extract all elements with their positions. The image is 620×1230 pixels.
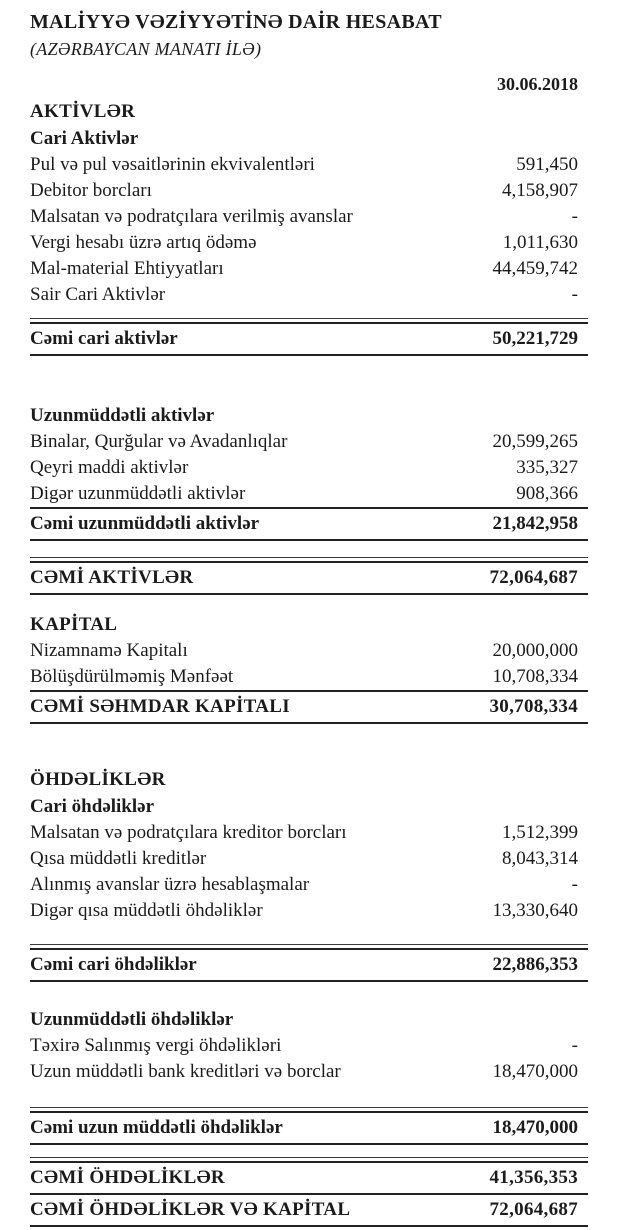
total-amount: 22,886,353 xyxy=(492,954,578,975)
total-current-liabilities xyxy=(30,948,588,982)
equity-heading: KAPİTAL xyxy=(30,614,118,635)
line-item-amount: 591,450 xyxy=(516,154,578,175)
line-item-amount: 335,327 xyxy=(516,457,578,478)
line-item-short-term-loans xyxy=(30,846,588,872)
line-item-other-noncurrent-assets xyxy=(30,481,588,507)
line-item-amount: - xyxy=(571,284,578,305)
total-equity xyxy=(30,690,588,724)
total-amount: 72,064,687 xyxy=(489,1199,578,1220)
line-item-label: Malsatan və podratçılara verilmiş avanslar xyxy=(30,206,353,227)
line-item-label: Debitor borcları xyxy=(30,180,152,201)
line-item-long-term-bank-loans xyxy=(30,1059,588,1085)
line-item-amount: 20,000,000 xyxy=(492,640,578,661)
line-item-inventory xyxy=(30,256,588,282)
total-amount: 50,221,729 xyxy=(492,328,578,349)
total-label: CƏMİ SƏHMDAR KAPİTALI xyxy=(30,696,290,717)
line-item-label: Sair Cari Aktivlər xyxy=(30,284,166,305)
line-item-amount: 8,043,314 xyxy=(502,848,578,869)
current-liabilities-heading: Cari öhdəliklər xyxy=(30,796,155,817)
line-item-amount: 4,158,907 xyxy=(502,180,578,201)
liabilities-heading: ÖHDƏLİKLƏR xyxy=(30,769,166,790)
report-subtitle: (AZƏRBAYCAN MANATI İLƏ) xyxy=(30,39,262,59)
noncurrent-liabilities-heading: Uzunmüddətli öhdəliklər xyxy=(30,1009,234,1030)
line-item-receivables xyxy=(30,178,588,204)
total-current-assets xyxy=(30,322,588,356)
line-item-other-current-liabilities xyxy=(30,898,588,924)
line-item-trade-payables xyxy=(30,820,588,846)
line-item-label: Təxirə Salınmış vergi öhdəlikləri xyxy=(30,1035,282,1056)
total-amount: 41,356,353 xyxy=(489,1167,578,1188)
line-item-amount: - xyxy=(571,206,578,227)
line-item-intangibles xyxy=(30,455,588,481)
line-item-label: Uzun müddətli bank kreditləri və borclar xyxy=(30,1061,341,1082)
line-item-label: Malsatan və podratçılara kreditor borcları xyxy=(30,822,347,843)
line-item-advances-received xyxy=(30,872,588,898)
line-item-amount: - xyxy=(571,1035,578,1056)
line-item-label: Alınmış avanslar üzrə hesablaşmalar xyxy=(30,874,310,895)
assets-heading: AKTİVLƏR xyxy=(30,101,136,122)
total-noncurrent-liabilities xyxy=(30,1111,588,1145)
line-item-label: Qısa müddətli kreditlər xyxy=(30,848,207,869)
total-liabilities-and-equity xyxy=(30,1195,588,1227)
line-item-deferred-tax xyxy=(30,1033,588,1059)
total-amount: 18,470,000 xyxy=(492,1117,578,1138)
total-amount: 72,064,687 xyxy=(489,567,578,588)
line-item-amount: 1,011,630 xyxy=(502,232,578,253)
total-label: CƏMİ ÖHDƏLİKLƏR xyxy=(30,1167,225,1188)
total-label: Cəmi cari öhdəliklər xyxy=(30,954,197,975)
line-item-amount: 908,366 xyxy=(516,483,578,504)
line-item-label: Binalar, Qurğular və Avadanlıqlar xyxy=(30,431,288,452)
total-label: Cəmi cari aktivlər xyxy=(30,328,178,349)
total-noncurrent-assets xyxy=(30,507,588,541)
total-label: CƏMİ ÖHDƏLİKLƏR VƏ KAPİTAL xyxy=(30,1199,351,1220)
line-item-amount: 20,599,265 xyxy=(492,431,578,452)
line-item-label: Nizamnamə Kapitalı xyxy=(30,640,188,661)
line-item-amount: 44,459,742 xyxy=(492,258,578,279)
report-title: MALİYYƏ VƏZİYYƏTİNƏ DAİR HESABAT xyxy=(30,11,442,33)
line-item-label: Mal-material Ehtiyyatları xyxy=(30,258,224,279)
total-label: Cəmi uzunmüddətli aktivlər xyxy=(30,513,260,534)
line-item-advances-given xyxy=(30,204,588,230)
current-assets-heading: Cari Aktivlər xyxy=(30,128,139,149)
line-item-label: Vergi hesabı üzrə artıq ödəmə xyxy=(30,232,257,253)
line-item-label: Pul və pul vəsaitlərinin ekvivalentləri xyxy=(30,154,315,175)
line-item-share-capital xyxy=(30,638,588,664)
line-item-label: Qeyri maddi aktivlər xyxy=(30,457,189,478)
total-liabilities xyxy=(30,1161,588,1195)
total-label: Cəmi uzun müddətli öhdəliklər xyxy=(30,1117,283,1138)
line-item-label: Bölüşdürülməmiş Mənfəət xyxy=(30,666,234,687)
line-item-amount: 1,512,399 xyxy=(502,822,578,843)
noncurrent-assets-heading: Uzunmüddətli aktivlər xyxy=(30,405,215,426)
total-amount: 21,842,958 xyxy=(492,513,578,534)
line-item-other-current-assets xyxy=(30,282,588,308)
line-item-ppe xyxy=(30,429,588,455)
report-date: 30.06.2018 xyxy=(497,74,578,94)
line-item-label: Digər uzunmüddətli aktivlər xyxy=(30,483,246,504)
total-assets xyxy=(30,561,588,595)
total-label: CƏMİ AKTİVLƏR xyxy=(30,567,194,588)
line-item-amount: 13,330,640 xyxy=(492,900,578,921)
line-item-tax-overpayment xyxy=(30,230,588,256)
line-item-amount: 18,470,000 xyxy=(492,1061,578,1082)
total-amount: 30,708,334 xyxy=(489,696,578,717)
line-item-amount: 10,708,334 xyxy=(492,666,578,687)
line-item-cash xyxy=(30,152,588,178)
line-item-retained-earnings xyxy=(30,664,588,690)
line-item-label: Digər qısa müddətli öhdəliklər xyxy=(30,900,263,921)
line-item-amount: - xyxy=(571,874,578,895)
